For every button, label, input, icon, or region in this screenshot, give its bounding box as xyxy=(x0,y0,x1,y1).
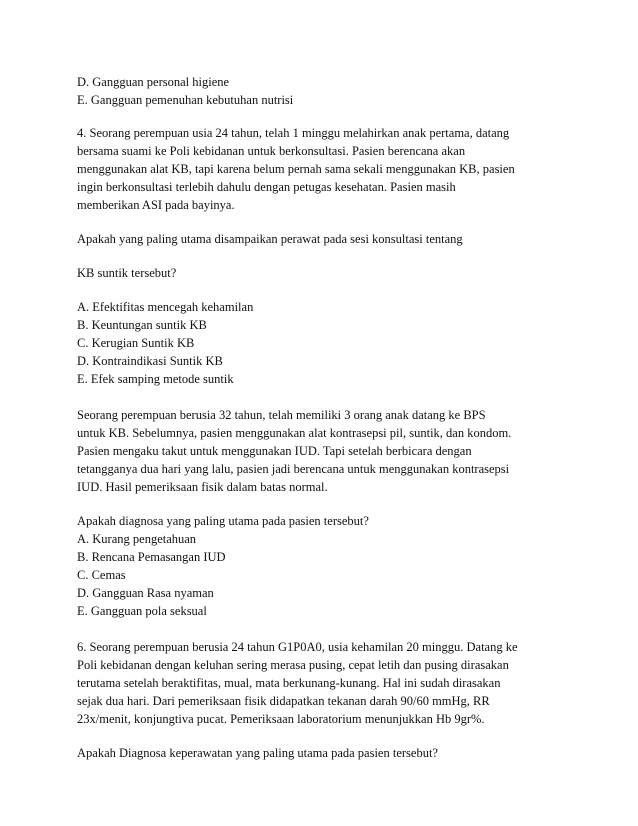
q5-question: Apakah diagnosa yang paling utama pada pasien tersebut? xyxy=(77,514,369,528)
q4-question-line-2: KB suntik tersebut? xyxy=(77,266,177,280)
q4-option-a: A. Efektifitas mencegah kehamilan xyxy=(77,300,254,314)
q5-option-e: E. Gangguan pola seksual xyxy=(77,604,207,618)
q4-stem-line: memberikan ASI pada bayinya. xyxy=(77,198,235,212)
q5-option-c: C. Cemas xyxy=(77,568,126,582)
spacer xyxy=(77,109,547,124)
q6-stem-line: Poli kebidanan dengan keluhan sering merasa pusing, cepat letih dan pusing dirasakan xyxy=(77,658,509,672)
q4-option-e: E. Efek samping metode suntik xyxy=(77,372,234,386)
q4-option-c: C. Kerugian Suntik KB xyxy=(77,336,195,350)
document-page xyxy=(77,73,547,762)
q5-stem xyxy=(77,406,547,496)
q6-stem-line: terutama setelah beraktifitas, mual, mata berkunang-kunang. Hal ini sudah dirasakan xyxy=(77,676,501,690)
q4-stem-line: 4. Seorang perempuan usia 24 tahun, telah 1 minggu melahirkan anak pertama, datang xyxy=(77,126,510,140)
spacer xyxy=(77,214,547,230)
q5-options xyxy=(77,530,547,620)
q6-stem xyxy=(77,638,547,728)
q5-stem-line: tetangganya dua hari yang lalu, pasien jadi berencana untuk menggunakan kontrasepsi xyxy=(77,462,510,476)
q4-options xyxy=(77,298,547,388)
q5-option-b: B. Rencana Pemasangan IUD xyxy=(77,550,226,564)
q6-question: Apakah Diagnosa keperawatan yang paling utama pada pasien tersebut? xyxy=(77,746,438,760)
q6-stem-line: 23x/menit, konjungtiva pucat. Pemeriksaan laboratorium menunjukkan Hb 9gr%. xyxy=(77,712,485,726)
q5-option-a: A. Kurang pengetahuan xyxy=(77,532,197,546)
q4-stem xyxy=(77,124,547,214)
q5-stem-line: IUD. Hasil pemeriksaan fisik dalam batas normal. xyxy=(77,480,328,494)
q3-option-d: D. Gangguan personal higiene xyxy=(77,75,230,89)
q5-stem-line: untuk KB. Sebelumnya, pasien menggunakan alat kontrasepsi pil, suntik, dan kondom. xyxy=(77,426,512,440)
spacer xyxy=(77,388,547,406)
q4-stem-line: bersama suami ke Poli kebidanan untuk berkonsultasi. Pasien berencana akan xyxy=(77,144,466,158)
q5-stem-line: Seorang perempuan berusia 32 tahun, telah memiliki 3 orang anak datang ke BPS xyxy=(77,408,486,422)
q4-stem-line: ingin berkonsultasi terlebih dahulu dengan petugas kesehatan. Pasien masih xyxy=(77,180,456,194)
spacer xyxy=(77,282,547,298)
q3-option-e: E. Gangguan pemenuhan kebutuhan nutrisi xyxy=(77,93,294,107)
q4-option-b: B. Keuntungan suntik KB xyxy=(77,318,207,332)
q5-option-d: D. Gangguan Rasa nyaman xyxy=(77,586,214,600)
q5-stem-line: Pasien mengaku takut untuk menggunakan IUD. Tapi setelah berbicara dengan xyxy=(77,444,472,458)
spacer xyxy=(77,620,547,638)
q4-question-line-1: Apakah yang paling utama disampaikan perawat pada sesi konsultasi tentang xyxy=(77,232,463,246)
q6-stem-line: sejak dua hari. Dari pemeriksaan fisik didapatkan tekanan darah 90/60 mmHg, RR xyxy=(77,694,490,708)
spacer xyxy=(77,728,547,744)
spacer xyxy=(77,496,547,512)
q6-stem-line: 6. Seorang perempuan berusia 24 tahun G1P0A0, usia kehamilan 20 minggu. Datang ke xyxy=(77,640,518,654)
spacer xyxy=(77,248,547,264)
q4-option-d: D. Kontraindikasi Suntik KB xyxy=(77,354,223,368)
q4-stem-line: menggunakan alat KB, tapi karena belum pernah sama sekali menggunakan KB, pasien xyxy=(77,162,515,176)
